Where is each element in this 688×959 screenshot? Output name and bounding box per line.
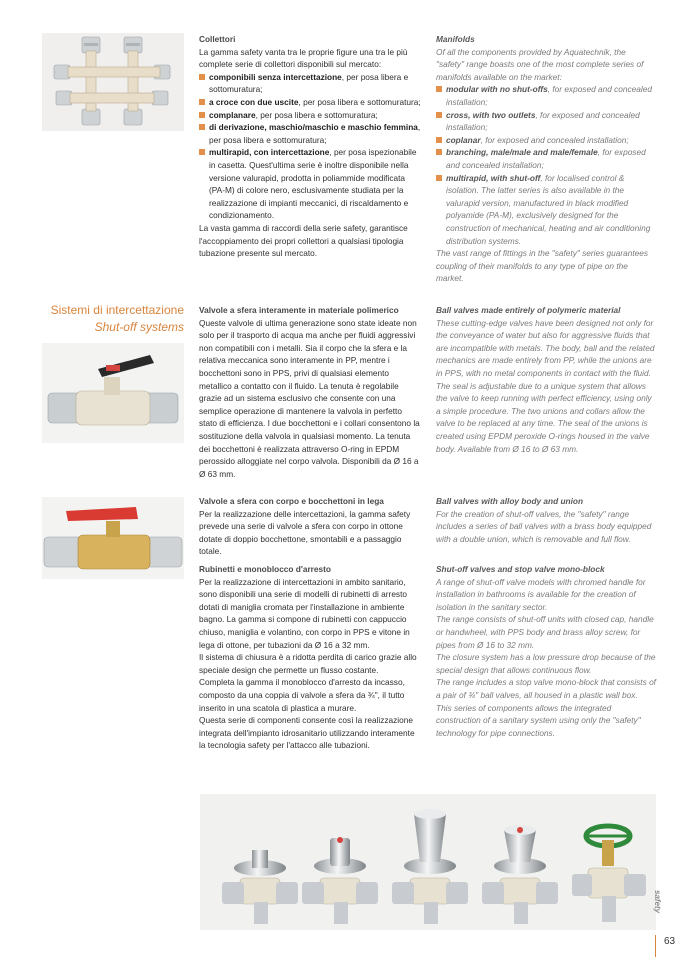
- list-item: componibili senza intercettazione, per posa libera e sottomuratura;: [199, 71, 421, 96]
- stop-valves-product-photo: [200, 794, 656, 930]
- list-item: multirapid, con intercettazione, per posa ispezionabile in casetta. Quest'ultima serie è inoltre disponibile nella versione valurapid, prodotta in poliammide modificata (PA-M) di colore nero, esclusivamente studiata per la realizzazione di impianti meccanici, di riscaldamento e condizionamento.: [199, 146, 421, 222]
- brass-ball-valve-photo: [42, 497, 184, 579]
- manifolds-it-list: [199, 71, 421, 222]
- stop-valves-it-p4: Questa serie di componenti consente così la realizzazione integrata dell'impianto idrosanitario utilizzando interamente la tecnologia safety per l'attacco alle tubazioni.: [199, 715, 415, 751]
- stop-valves-it-p1: Per la realizzazione di intercettazioni in ambito sanitario, sono disponibili una serie di modelli di rubinetti di arresto dotati di maniglia cromata per l'installazione in ambiente bagno. La gamma si compone di rubinetti con cappuccio chiuso, maniglia e volantino, con corpo in PPS e vitone in lega di ottone, per tubazioni da Ø 16 a 32 mm.: [199, 576, 410, 650]
- stop-valves-en-p4: The range includes a stop valve mono-block that consists of a pair of ¾" ball valves, all housed in a plastic wall box.: [436, 677, 656, 700]
- list-item: cross, with two outlets, for exposed and concealed installation;: [436, 109, 656, 134]
- section-title-en: Shut-off systems: [94, 320, 184, 334]
- list-item: modular with no shut-offs, for exposed and concealed installation;: [436, 83, 656, 108]
- alloy-valves-it-heading: Valvole a sfera con corpo e bocchettoni in lega: [199, 496, 384, 506]
- stop-valves-it-p2: Il sistema di chiusura è a ridotta perdita di carico grazie allo speciale design che permette un flusso costante.: [199, 652, 417, 675]
- stop-valves-it-heading: Rubinetti e monoblocco d'arresto: [199, 564, 331, 574]
- stop-valves-en-p1: A range of shut-off valve models with chromed handle for installation in bathrooms is available for the creation of isolation in the sanitary sector.: [436, 576, 646, 612]
- manifolds-en-outro: The vast range of fittings in the "safety" series guarantees coupling of their manifolds to any type of pipe on the market.: [436, 248, 649, 284]
- list-item: complanare, per posa libera e sottomuratura;: [199, 109, 421, 122]
- page-rule: [655, 935, 656, 957]
- manifolds-en-intro: Of all the components provided by Aquatechnik, the "safety" range boasts one of the most complete series of manifolds available on the market:: [436, 46, 644, 82]
- ball-valves-en-body-1: These cutting-edge valves have been designed not only for the conveyance of water but also for aggressive fluids that are incompatible with metals. The body, ball and the related mechanics are made entirely from PP, while the unions are in PPS, with no metal components in contact with the fluid.: [436, 317, 655, 378]
- list-item: a croce con due uscite, per posa libera e sottomuratura;: [199, 96, 421, 109]
- stop-valves-it-block: [199, 563, 421, 752]
- alloy-valves-en-body: For the creation of shut-off valves, the "safety" range includes a series of ball valves with a brass body equipped with a double union, which is removable and full flow.: [436, 508, 652, 544]
- stop-valves-en-block: [436, 563, 656, 739]
- manifolds-en-block: [436, 33, 656, 285]
- manifold-photo: [42, 33, 184, 131]
- ball-valves-it-block: [199, 304, 421, 480]
- stop-valves-en-p3: The closure system has a low pressure drop because of the special design that allows continuous flow.: [436, 652, 656, 675]
- section-title-it: Sistemi di intercettazione: [50, 303, 184, 317]
- polymer-ball-valve-photo: [42, 343, 184, 443]
- manifolds-it-intro: La gamma safety vanta tra le proprie figure una tra le più complete serie di collettori disponibili sul mercato:: [199, 46, 408, 70]
- stop-valves-en-p5: This series of components allows the integrated construction of a sanitary system using only the "safety" technology for pipe connections.: [436, 702, 641, 738]
- manifolds-en-heading: Manifolds: [436, 34, 475, 44]
- alloy-valves-it-body: Per la realizzazione delle intercettazioni, la gamma safety prevede una serie di valvole a sfera con corpo in ottone dotate di doppio bocchettone, smontabili e a passaggio totale.: [199, 508, 411, 557]
- alloy-valves-en-heading: Ball valves with alloy body and union: [436, 496, 584, 506]
- list-item: multirapid, with shut-off, for localised control & isolation. The latter series is also available in the valurapid version, manufactured in black modified polyamide (PA-M), exclusively designed for the construction of mechanical, heating and air conditioning distribution systems.: [436, 172, 656, 248]
- manifolds-it-outro: La vasta gamma di raccordi della serie safety, garantisce l'accoppiamento dei propri collettori a qualsiasi tipologia tubazione presente sul mercato.: [199, 222, 408, 259]
- stop-valves-en-p2: The range consists of shut-off units with closed cap, handle or handwheel, with PPS body and brass alloy screw, for pipes from Ø 16 to 32 mm.: [436, 614, 654, 650]
- ball-valves-en-body-2: The seal is adjustable due to a unique system that allows the valve to keep running with perfect efficiency, using only a simple procedure. The two unions and collars allow the valve to be replaced at any time. The seal of the unions is created using EPDM peroxide O-rings housed in the valve body. Available from Ø 16 to Ø 63 mm.: [436, 380, 652, 454]
- manifolds-it-block: [199, 33, 421, 260]
- stop-valves-it-p3: Completa la gamma il monoblocco d'arresto da incasso, composto da una coppia di valvole a sfera da ¾", il tutto inserito in una scatola di plastica a murare.: [199, 677, 405, 713]
- list-item: di derivazione, maschio/maschio e maschio femmina, per posa libera e sottomuratura;: [199, 121, 421, 146]
- section-title: [20, 302, 184, 336]
- manifolds-en-list: [436, 83, 656, 247]
- page-number: 63: [664, 936, 676, 947]
- list-item: coplanar, for exposed and concealed installation;: [436, 134, 656, 147]
- brand-label: safety: [653, 890, 662, 914]
- alloy-valves-en-block: [436, 495, 656, 545]
- stop-valves-en-heading: Shut-off valves and stop valve mono-block: [436, 564, 605, 574]
- list-item: branching, male/male and male/female, for exposed and concealed installation;: [436, 146, 656, 171]
- ball-valves-it-heading: Valvole a sfera interamente in materiale polimerico: [199, 305, 399, 315]
- manifolds-it-heading: Collettori: [199, 34, 236, 44]
- ball-valves-it-body: Queste valvole di ultima generazione sono state ideate non solo per il trasporto di acqua ma anche per fluidi aggressivi non compatibili con i metalli. Sia il corpo che la sfera e la relativa meccanica sono interamente in PP, mentre i bocchettoni sono in PPS, privi di qualsiasi elemento metallico a contatto con il fluido. La tenuta è regolabile grazie ad un sistema esclusivo che consente con una semplice operazione di mantenere la valvola in perfetto stato di efficienza. I due bocchettoni e i collari consentono la sostituzione della valvola in qualsiasi momento. La tenuta dei bocchettoni è realizzata attraverso O-ring in EPDM perossido alloggiate nel corpo valvola. Disponibili da Ø 16 a Ø 63 mm.: [199, 317, 420, 479]
- ball-valves-en-heading: Ball valves made entirely of polymeric material: [436, 305, 621, 315]
- alloy-valves-it-block: [199, 495, 421, 558]
- ball-valves-en-block: [436, 304, 656, 455]
